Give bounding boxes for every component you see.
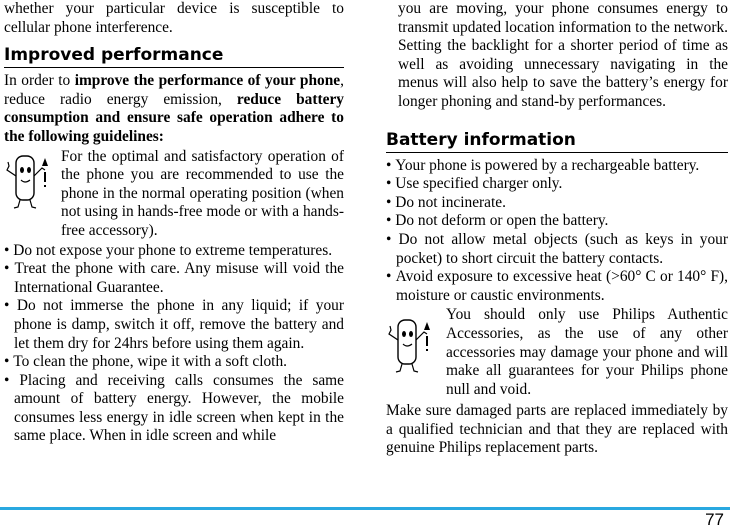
intro-paragraph: whether your particular device is susceptible to cellular phone interference.	[4, 0, 344, 36]
note-text-operation: For the optimal and satisfactory operation of the phone you are recommended to use the phone in the normal operating position (when not using in hands-free mode or with a hands-free accessory).	[61, 147, 344, 239]
note-text-accessories: You should only use Philips Authentic Accessories, as the use of any other accessories may damage your phone and will make all guarantees for your Philips phone null and void.	[446, 306, 728, 398]
note-box	[4, 148, 344, 241]
guidelines-lead	[4, 72, 344, 146]
list-item: • Avoid exposure to excessive heat (>60° C or 140° F), moisture or caustic environments.	[386, 268, 728, 305]
left-column	[4, 0, 344, 446]
page-number: 77	[705, 510, 724, 529]
list-item: • Do not deform or open the battery.	[386, 212, 728, 231]
section-heading-battery: Battery information	[386, 129, 728, 153]
right-column	[386, 0, 728, 458]
list-item: • Your phone is powered by a rechargeable battery.	[386, 157, 728, 176]
lead-text-1: In order to	[4, 72, 75, 90]
footer-bar	[0, 507, 730, 510]
list-item: • Placing and receiving calls consumes the same amount of battery energy. However, the mobile consumes less energy in idle screen when kept in the same place. When in idle screen and while	[4, 372, 344, 446]
closing-paragraph: Make sure damaged parts are replaced immediately by a qualified technician and that they are replaced with genuine Philips replacement parts.	[386, 402, 728, 457]
lead-bold-1: improve the performance of your phone	[74, 72, 341, 90]
list-item: • Do not allow metal objects (such as keys in your pocket) to short circuit the battery contacts.	[386, 231, 728, 268]
phone-mascot-icon	[386, 314, 436, 374]
list-item: • Do not incinerate.	[386, 194, 728, 213]
list-item: • Treat the phone with care. Any misuse will void the International Guarantee.	[4, 260, 344, 297]
list-item: • To clean the phone, wipe it with a soft cloth.	[4, 353, 344, 372]
list-item: • Do not immerse the phone in any liquid; if your phone is damp, switch it off, remove the battery and let them dry for 24hrs before using them again.	[4, 297, 344, 353]
battery-list	[386, 157, 728, 306]
performance-list	[4, 242, 344, 447]
lead-bold-2: reduce battery consumption and ensure safe operation adhere to the following guidelines:	[4, 90, 344, 145]
note-box	[386, 306, 728, 399]
section-heading-performance: Improved performance	[4, 44, 344, 68]
continued-paragraph: you are moving, your phone consumes energy to transmit updated location information to the network. Setting the backlight for a shorter period of time as well as avoiding unnecessary navigating in the menus will also help to save the battery’s energy for longer phoning and stand-by performances.	[398, 0, 728, 110]
list-item: • Do not expose your phone to extreme temperatures.	[4, 242, 344, 261]
phone-mascot-icon	[4, 150, 54, 210]
list-item: • Use specified charger only.	[386, 175, 728, 194]
lead-text-2: , reduce radio energy emission,	[4, 72, 344, 108]
